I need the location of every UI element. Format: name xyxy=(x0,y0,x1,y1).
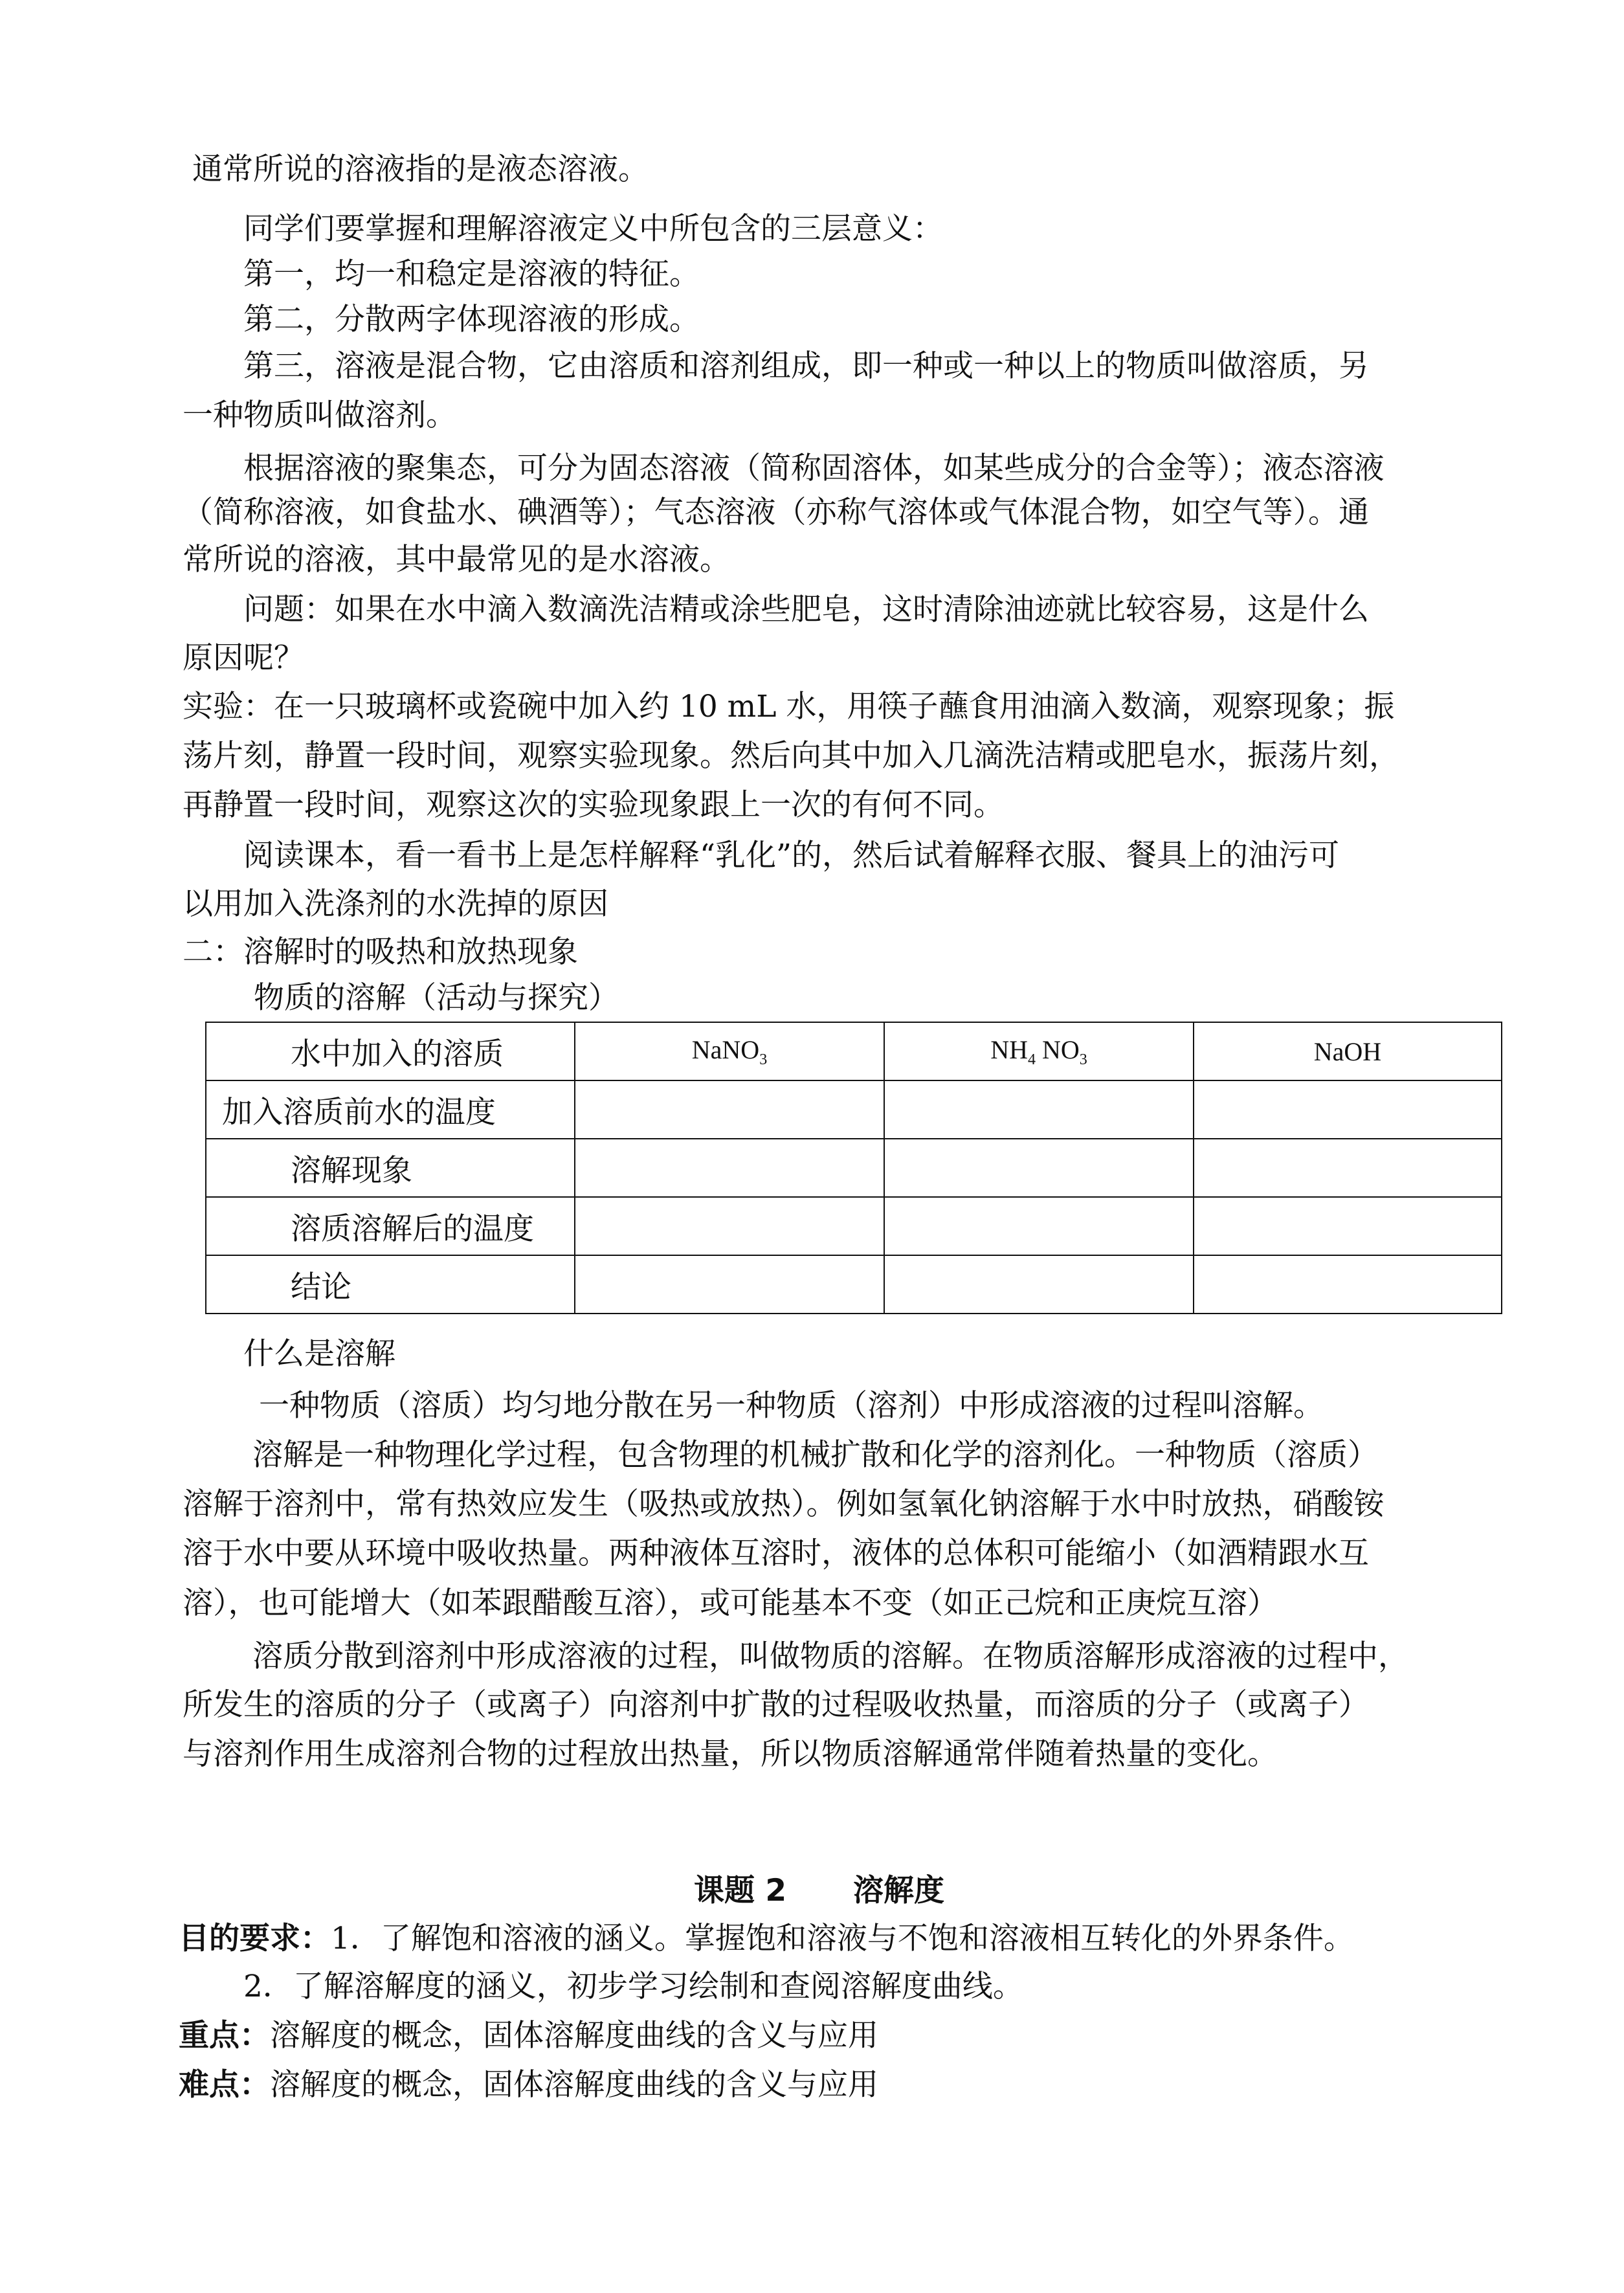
subscript: 3 xyxy=(1079,1051,1087,1068)
table-row xyxy=(206,1022,1502,1080)
table-row xyxy=(206,1255,1502,1314)
paragraph-line: 一种物质叫做溶剂。 xyxy=(183,397,456,433)
key-text: 溶解度的概念，固体溶解度曲线的含义与应用 xyxy=(270,2018,878,2053)
row-label: 结论 xyxy=(206,1255,575,1314)
solute-naoh xyxy=(1194,1022,1502,1080)
lesson-title: 溶解度 xyxy=(853,1873,944,1908)
row-label: 溶解现象 xyxy=(206,1139,575,1197)
key-label: 重点： xyxy=(179,2018,270,2053)
solute-formula: NaNO xyxy=(691,1035,760,1064)
paragraph-line: 第二，分散两字体现溶液的形成。 xyxy=(243,302,700,337)
subscript: 3 xyxy=(759,1051,768,1068)
solute-nano3 xyxy=(575,1022,884,1080)
paragraph-line: 原因呢？ xyxy=(183,640,304,676)
table-cell xyxy=(1194,1255,1502,1314)
row-label: 水中加入的溶质 xyxy=(206,1022,575,1080)
paragraph-line: 第三，溶液是混合物，它由溶质和溶剂组成，即一种或一种以上的物质叫做溶质，另 xyxy=(243,348,1369,384)
table-cell xyxy=(575,1197,884,1255)
paragraph-line: 一种物质（溶质）均匀地分散在另一种物质（溶剂）中形成溶液的过程叫溶解。 xyxy=(259,1388,1324,1424)
solute-formula-tail: NO xyxy=(1036,1035,1080,1064)
goal-line xyxy=(179,1923,1354,1954)
table-cell xyxy=(575,1139,884,1197)
table-cell xyxy=(884,1197,1194,1255)
section-heading: 二：溶解时的吸热和放热现象 xyxy=(183,934,578,970)
row-label: 加入溶质前水的温度 xyxy=(206,1080,575,1139)
lesson-number: 课题 2 xyxy=(694,1873,787,1908)
difficulty-line xyxy=(179,2067,878,2103)
paragraph-line: 溶于水中要从环境中吸收热量。两种液体互溶时，液体的总体积可能缩小（如酒精跟水互 xyxy=(183,1536,1369,1571)
table-cell xyxy=(1194,1080,1502,1139)
table-row xyxy=(206,1139,1502,1197)
paragraph-line: 常所说的溶液，其中最常见的是水溶液。 xyxy=(183,542,730,577)
paragraph-line: 荡片刻，静置一段时间，观察实验现象。然后向其中加入几滴洗洁精或肥皂水，振荡片刻， xyxy=(183,738,1399,774)
hard-label: 难点： xyxy=(179,2067,270,2103)
paragraph-line: 通常所说的溶液指的是液态溶液。 xyxy=(192,151,649,187)
table-row xyxy=(206,1197,1502,1255)
table-row xyxy=(206,1080,1502,1139)
solute-formula: NaOH xyxy=(1313,1036,1382,1066)
table-cell xyxy=(1194,1139,1502,1197)
paragraph-line: 问题：如果在水中滴入数滴洗洁精或涂些肥皂，这时清除油迹就比较容易，这是什么 xyxy=(243,592,1369,627)
solute-nh4no3 xyxy=(884,1022,1194,1080)
paragraph-line: 实验：在一只玻璃杯或瓷碗中加入约 10 mL 水，用筷子蘸食用油滴入数滴，观察现象；振 xyxy=(183,689,1395,724)
solute-formula: NH xyxy=(990,1035,1028,1064)
row-label: 溶质溶解后的温度 xyxy=(206,1197,575,1255)
table-cell xyxy=(575,1080,884,1139)
paragraph-line: 溶解是一种物理化学过程，包含物理的机械扩散和化学的溶剂化。一种物质（溶质） xyxy=(252,1437,1378,1473)
key-point-line xyxy=(179,2020,878,2051)
goal-label: 目的要求： xyxy=(179,1921,331,1956)
table-cell xyxy=(884,1139,1194,1197)
paragraph-line: 以用加入洗涤剂的水洗掉的原因 xyxy=(183,886,608,922)
subheading: 什么是溶解 xyxy=(243,1336,395,1372)
subscript: 4 xyxy=(1028,1051,1036,1068)
paragraph-line: 第一，均一和稳定是溶液的特征。 xyxy=(243,256,700,292)
paragraph-line: 溶解于溶剂中，常有热效应发生（吸热或放热）。例如氢氧化钠溶解于水中时放热，硝酸铵 xyxy=(183,1486,1385,1522)
table-caption: 物质的溶解（活动与探究） xyxy=(254,980,619,1016)
paragraph-line: 阅读课本，看一看书上是怎样解释“乳化”的，然后试着解释衣服、餐具上的油污可 xyxy=(243,838,1340,873)
paragraph-line: 根据溶液的聚集态，可分为固态溶液（简称固溶体，如某些成分的合金等）；液态溶液 xyxy=(243,451,1385,486)
dissolution-table xyxy=(205,1022,1502,1314)
paragraph-line: 所发生的溶质的分子（或离子）向溶剂中扩散的过程吸收热量，而溶质的分子（或离子） xyxy=(183,1687,1369,1723)
goal-line: 2．了解溶解度的涵义，初步学习绘制和查阅溶解度曲线。 xyxy=(243,1969,1023,2004)
paragraph-line: 同学们要掌握和理解溶液定义中所包含的三层意义： xyxy=(243,211,943,247)
paragraph-line: 溶质分散到溶剂中形成溶液的过程，叫做物质的溶解。在物质溶解形成溶液的过程中， xyxy=(252,1639,1408,1674)
table-cell xyxy=(884,1255,1194,1314)
hard-text: 溶解度的概念，固体溶解度曲线的含义与应用 xyxy=(270,2067,878,2103)
goal-text: 1．了解饱和溶液的涵义。掌握饱和溶液与不饱和溶液相互转化的外界条件。 xyxy=(331,1921,1354,1956)
table-cell xyxy=(575,1255,884,1314)
paragraph-line: （简称溶液，如食盐水、碘酒等）；气态溶液（亦称气溶体或气体混合物，如空气等）。通 xyxy=(183,495,1369,530)
table-cell xyxy=(884,1080,1194,1139)
paragraph-line: 再静置一段时间，观察这次的实验现象跟上一次的有何不同。 xyxy=(183,787,1004,823)
table-cell xyxy=(1194,1197,1502,1255)
paragraph-line: 与溶剂作用生成溶剂合物的过程放出热量，所以物质溶解通常伴随着热量的变化。 xyxy=(183,1736,1278,1772)
paragraph-line: 溶），也可能增大（如苯跟醋酸互溶），或可能基本不变（如正己烷和正庚烷互溶） xyxy=(183,1585,1278,1621)
